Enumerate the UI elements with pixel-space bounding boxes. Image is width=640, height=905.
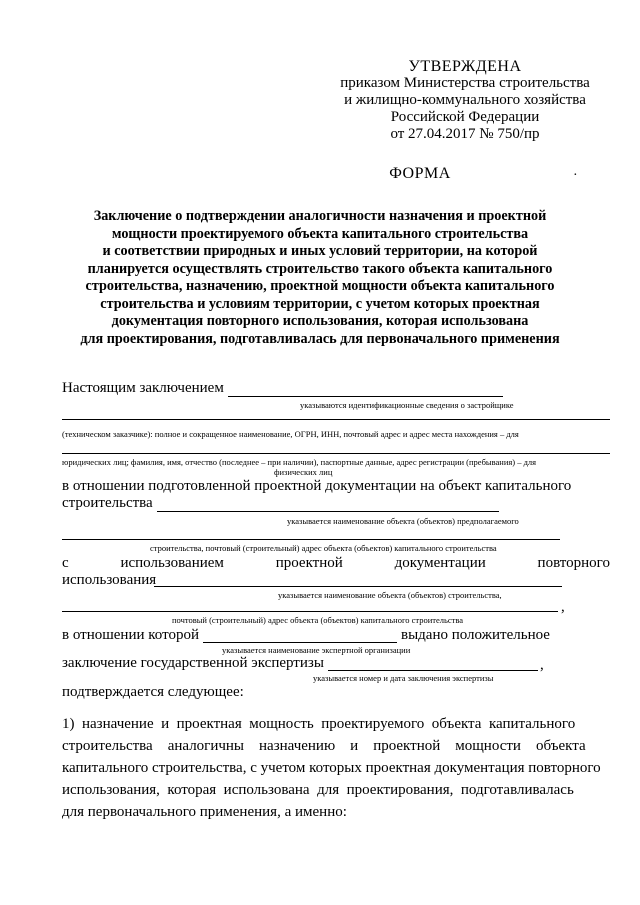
confirmed-text: подтверждается следующее: <box>62 684 244 700</box>
regarding-text-1: в отношении подготовленной проектной документации на объект капитального <box>62 478 572 494</box>
hint-developer-4: физических лиц <box>274 467 333 477</box>
hint-developer: указываются идентификационные сведения о застройщике <box>300 400 514 410</box>
expertise-field-line[interactable] <box>328 670 538 671</box>
title-line: и соответствии природных и иных условий территории, на которой <box>102 243 538 259</box>
title-line: строительства, назначению, проектной мощности объекта капитального <box>85 278 555 294</box>
reuse-line-1 <box>62 555 610 572</box>
state-expertise-text: заключение государственной экспертизы <box>62 655 324 671</box>
item-1 <box>62 713 610 845</box>
developer-field-line[interactable] <box>228 396 503 397</box>
reuse-word: использованием <box>120 555 224 571</box>
which-suffix: выдано положительное <box>401 627 550 643</box>
title-line: Заключение о подтверждении аналогичности назначения и проектной <box>93 208 547 224</box>
document-title <box>40 208 600 348</box>
item-1-line: 1) назначение и проектная мощность проектируемого объекта капитального <box>62 716 576 732</box>
title-line: документация повторного использования, которая использована <box>111 313 529 329</box>
approval-date: от 27.04.2017 № 750/пр <box>390 126 540 142</box>
regarding-line-1 <box>62 478 610 495</box>
reuse-word: повторного <box>537 555 610 571</box>
approval-block <box>300 58 630 143</box>
hint-developer-3: юридических лиц; фамилия, имя, отчество (последнее – при наличии), паспортные данные, адрес регистрации (пребывания) – для <box>62 457 537 467</box>
hint-expert-org: указывается наименование экспертной организации <box>222 645 411 655</box>
expert-org-field-line[interactable] <box>203 642 397 643</box>
hint-object-1: указывается наименование объекта (объектов) предполагаемого <box>287 516 519 526</box>
approval-line: и жилищно-коммунального хозяйства <box>344 92 586 108</box>
title-line: для проектирования, подготавливалась для первоначального применения <box>80 330 560 347</box>
title-line: мощности проектируемого объекта капитального строительства <box>111 225 529 242</box>
reuse-field-line-2[interactable] <box>62 611 558 612</box>
intro-text: Настоящим заключением <box>62 380 224 396</box>
item-1-line: использования, которая использована для проектирования, подготавливалась <box>62 782 574 798</box>
hint-object-3: указывается наименование объекта (объектов) строительства, <box>278 590 502 600</box>
regarding-line-2: строительства <box>62 495 153 511</box>
form-label: ФОРМА <box>389 165 451 182</box>
object-field-line[interactable] <box>157 511 499 512</box>
item-1-line: строительства аналогичны назначению и проектной мощности объекта <box>62 738 586 754</box>
reuse-word: с <box>62 555 69 571</box>
reuse-field-line[interactable] <box>154 586 562 587</box>
object-field-line-2[interactable] <box>62 539 560 540</box>
reuse-word: документации <box>394 555 486 571</box>
approval-line: Российской Федерации <box>390 109 540 125</box>
hint-developer-2: (техническом заказчике): полное и сокращенное наименование, ОГРН, ИНН, почтовый адрес и адрес места нахождения – для <box>62 429 519 439</box>
stray-mark: · <box>573 168 578 183</box>
approval-title: УТВЕРЖДЕНА <box>408 58 522 75</box>
item-1-line: капитального строительства, с учетом которых проектная документация повторного <box>62 760 601 776</box>
hint-expertise: указывается номер и дата заключения экспертизы <box>313 673 494 683</box>
comma: , <box>561 599 565 615</box>
developer-field-line-3[interactable] <box>62 453 610 454</box>
title-line: строительства и условиям территории, с учетом которых проектная <box>100 295 540 312</box>
reuse-line-2: использования <box>62 572 157 588</box>
developer-field-line-2[interactable] <box>62 419 610 420</box>
item-1-line: для первоначального применения, а именно: <box>62 804 347 820</box>
approval-line: приказом Министерства строительства <box>340 75 590 91</box>
hint-object-4: почтовый (строительный) адрес объекта (объектов) капитального строительства <box>172 615 464 625</box>
which-prefix: в отношении которой <box>62 627 199 643</box>
title-line: планируется осуществлять строительство такого объекта капитального <box>87 260 553 277</box>
reuse-word: проектной <box>275 555 343 571</box>
comma-2: , <box>540 657 544 673</box>
hint-object-2: строительства, почтовый (строительный) адрес объекта (объектов) капитального строительства <box>150 543 497 553</box>
